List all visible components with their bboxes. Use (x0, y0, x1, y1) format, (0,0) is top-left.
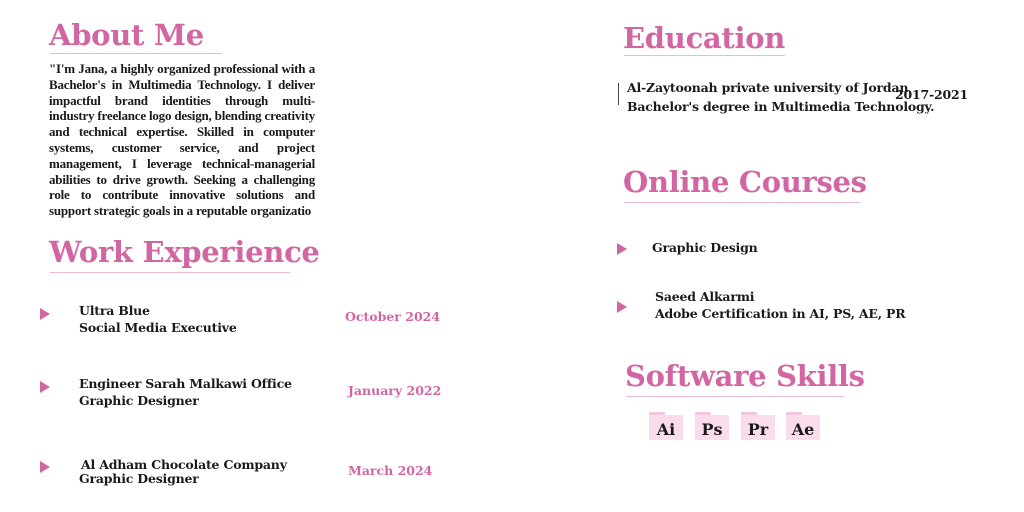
education-years: 2017-2021 (895, 87, 968, 102)
course-title: Adobe Certification in AI, PS, AE, PR (655, 306, 906, 321)
work-role: Graphic Designer (79, 471, 199, 486)
software-heading-underline (626, 396, 844, 397)
illustrator-icon (649, 412, 683, 440)
work-company: Al Adham Chocolate Company (81, 457, 287, 472)
about-heading: About Me (49, 18, 204, 52)
bullet-triangle-icon (40, 461, 50, 473)
software-heading: Software Skills (625, 359, 865, 393)
software-label: Ae (791, 420, 815, 439)
software-label: Ps (701, 420, 723, 439)
software-label: Ai (656, 420, 676, 439)
education-heading-underline (624, 55, 785, 56)
course-title: Graphic Design (652, 240, 758, 255)
education-bar (618, 83, 619, 105)
work-date: March 2024 (348, 463, 433, 478)
courses-heading-underline (624, 202, 860, 203)
education-heading: Education (623, 21, 786, 55)
premiere-icon (741, 412, 775, 440)
about-text: "I'm Jana, a highly organized professional with a Bachelor's in Multimedia Technology. I deliver impactful brand identities through multi-industry freelance logo design, blending creativity and technical expertise. Skilled in computer systems, customer service, and project management, I leverage technical-managerial abilities to drive growth. Seeking a challenging role to contribute innovative solutions and support strategic goals in a reputable organizatio (49, 61, 315, 219)
work-company: Engineer Sarah Malkawi Office (79, 376, 292, 391)
course-instructor: Saeed Alkarmi (655, 289, 755, 304)
work-role: Graphic Designer (79, 393, 199, 408)
education-institution: Al-Zaytoonah private university of Jordan (627, 80, 909, 95)
courses-heading: Online Courses (623, 165, 867, 199)
education-degree: Bachelor's degree in Multimedia Technology. (627, 99, 935, 114)
work-date: October 2024 (345, 309, 441, 324)
work-heading-underline (50, 272, 290, 273)
after-effects-icon (786, 412, 820, 440)
bullet-triangle-icon (617, 301, 627, 313)
work-role: Social Media Executive (79, 320, 237, 335)
bullet-triangle-icon (40, 308, 50, 320)
bullet-triangle-icon (40, 381, 50, 393)
software-label: Pr (747, 420, 769, 439)
work-date: January 2022 (348, 383, 442, 398)
bullet-triangle-icon (617, 243, 627, 255)
work-company: Ultra Blue (79, 303, 150, 318)
about-heading-underline (50, 53, 222, 54)
work-heading: Work Experience (49, 235, 320, 269)
photoshop-icon (695, 412, 729, 440)
